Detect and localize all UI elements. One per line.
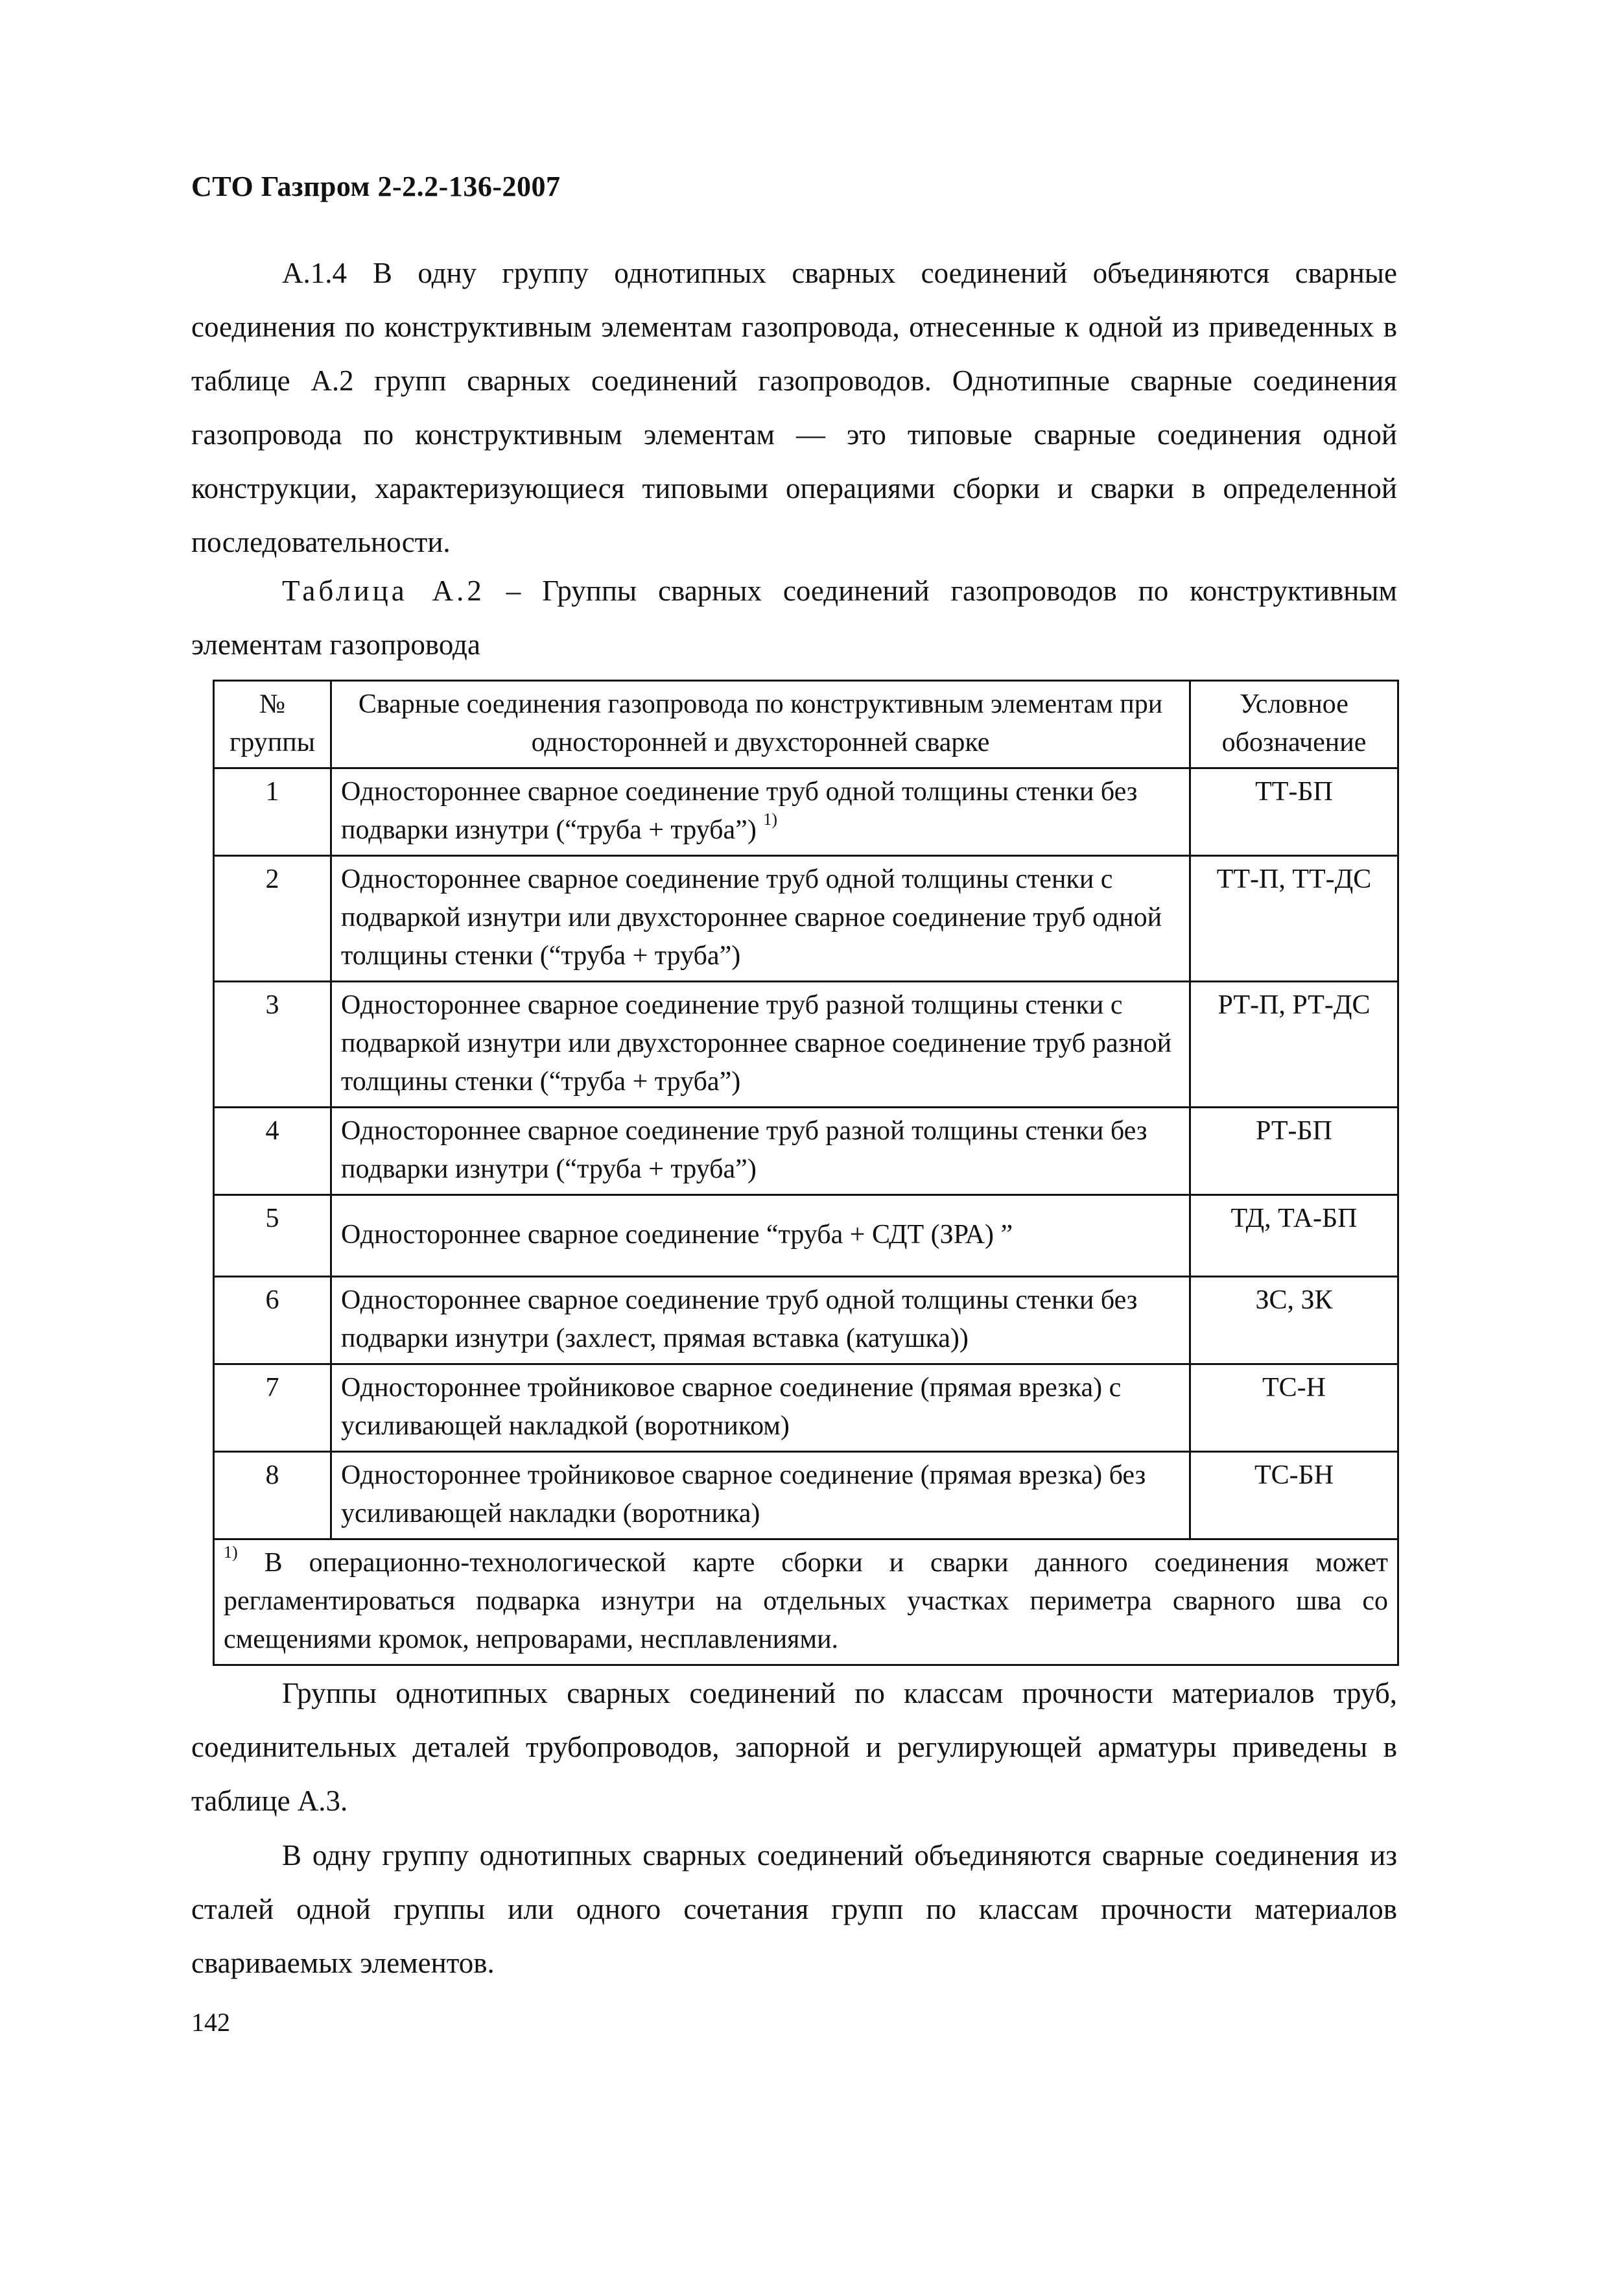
group-number-cell: 4	[214, 1108, 331, 1195]
group-number-cell: 1	[214, 768, 331, 856]
description-cell: Одностороннее сварное соединение труб одной толщины стенки с подваркой изнутри или двухстороннее сварное соединение труб одной толщины стенки (“труба + труба”)	[331, 856, 1190, 982]
group-number-cell: 8	[214, 1452, 331, 1539]
table-row	[214, 1195, 1398, 1277]
group-number-cell: 5	[214, 1195, 331, 1277]
description-cell: Одностороннее сварное соединение труб разной толщины стенки без подварки изнутри (“труба + труба”)	[331, 1108, 1190, 1195]
table-row	[214, 1452, 1398, 1539]
header-group-number: № группы	[214, 681, 331, 768]
table-header-row	[214, 681, 1398, 768]
group-number-cell: 2	[214, 856, 331, 982]
table-row	[214, 1277, 1398, 1364]
paragraph-number: А.1.4	[282, 257, 347, 289]
table-caption-text: – Группы сварных соединений газопроводов по конструктивным элементам газопровода	[191, 575, 1397, 661]
weld-groups-table	[213, 680, 1399, 1666]
designation-cell: РТ-БП	[1190, 1108, 1398, 1195]
description-cell: Одностороннее сварное соединение труб разной толщины стенки с подваркой изнутри или двухстороннее сварное соединение труб разной толщины стенки (“труба + труба”)	[331, 982, 1190, 1108]
designation-cell: ТТ-БП	[1190, 768, 1398, 856]
footnote-reference: 1)	[763, 810, 777, 829]
page-number: 142	[191, 2008, 230, 2037]
header-description: Сварные соединения газопровода по конструктивным элементам при односторонней и двухсторонней сварке	[331, 681, 1190, 768]
description-text: Одностороннее сварное соединение труб одной толщины стенки без подварки изнутри (“труба + труба”)	[341, 777, 1138, 845]
description-cell	[331, 768, 1190, 856]
paragraph-a14-text: В одну группу однотипных сварных соединений объединяются сварные соединения по конструктивным элементам газопровода, отнесенные к одной из приведенных в таблице А.2 групп сварных соединений газопроводов. Однотипные сварные соединения газопровода по конструктивным элементам — это типовые сварные соединения одной конструкции, характеризующиеся типовыми операциями сборки и сварки в определенной последовательности.	[191, 257, 1397, 558]
table-row	[214, 1364, 1398, 1452]
table-row	[214, 768, 1398, 856]
group-number-cell: 6	[214, 1277, 331, 1364]
footnote-text: В операционно-технологической карте сборки и сварки данного соединения может регламентироваться подварка изнутри на отдельных участках периметра сварного шва со смещениями кромок, непроварами, несплавлениями.	[224, 1548, 1388, 1654]
table-footnote-row	[214, 1539, 1398, 1665]
description-cell: Одностороннее сварное соединение “труба + СДТ (ЗРА) ”	[331, 1195, 1190, 1277]
group-number-cell: 3	[214, 982, 331, 1108]
designation-cell: ТС-Н	[1190, 1364, 1398, 1452]
table-row	[214, 1108, 1398, 1195]
document-header: СТО Газпром 2-2.2-136-2007	[191, 171, 561, 202]
description-cell: Одностороннее сварное соединение труб одной толщины стенки без подварки изнутри (захлест, прямая вставка (катушка))	[331, 1277, 1190, 1364]
paragraph-a14	[191, 246, 1397, 569]
table-caption-label: Таблица А.2	[282, 575, 485, 607]
table-caption	[191, 564, 1397, 672]
paragraph-groups-strength: Группы однотипных сварных соединений по классам прочности материалов труб, соединительных деталей трубопроводов, запорной и регулирующей арматуры приведены в таблице А.3.	[191, 1677, 1397, 1817]
designation-cell: ТД, ТА-БП	[1190, 1195, 1398, 1277]
footnote-mark: 1)	[224, 1543, 238, 1562]
description-cell: Одностороннее тройниковое сварное соединение (прямая врезка) без усиливающей накладки (воротника)	[331, 1452, 1190, 1539]
table-row	[214, 856, 1398, 982]
header-designation: Условное обозначение	[1190, 681, 1398, 768]
description-cell: Одностороннее тройниковое сварное соединение (прямая врезка) с усиливающей накладкой (воротником)	[331, 1364, 1190, 1452]
table-row	[214, 982, 1398, 1108]
designation-cell: ТТ-П, ТТ-ДС	[1190, 856, 1398, 982]
designation-cell: ТС-БН	[1190, 1452, 1398, 1539]
table-footnote	[214, 1539, 1398, 1665]
designation-cell: ЗС, ЗК	[1190, 1277, 1398, 1364]
paragraph-one-group: В одну группу однотипных сварных соединений объединяются сварные соединения из сталей одной группы или одного сочетания групп по классам прочности материалов свариваемых элементов.	[191, 1839, 1397, 1979]
group-number-cell: 7	[214, 1364, 331, 1452]
designation-cell: РТ-П, РТ-ДС	[1190, 982, 1398, 1108]
